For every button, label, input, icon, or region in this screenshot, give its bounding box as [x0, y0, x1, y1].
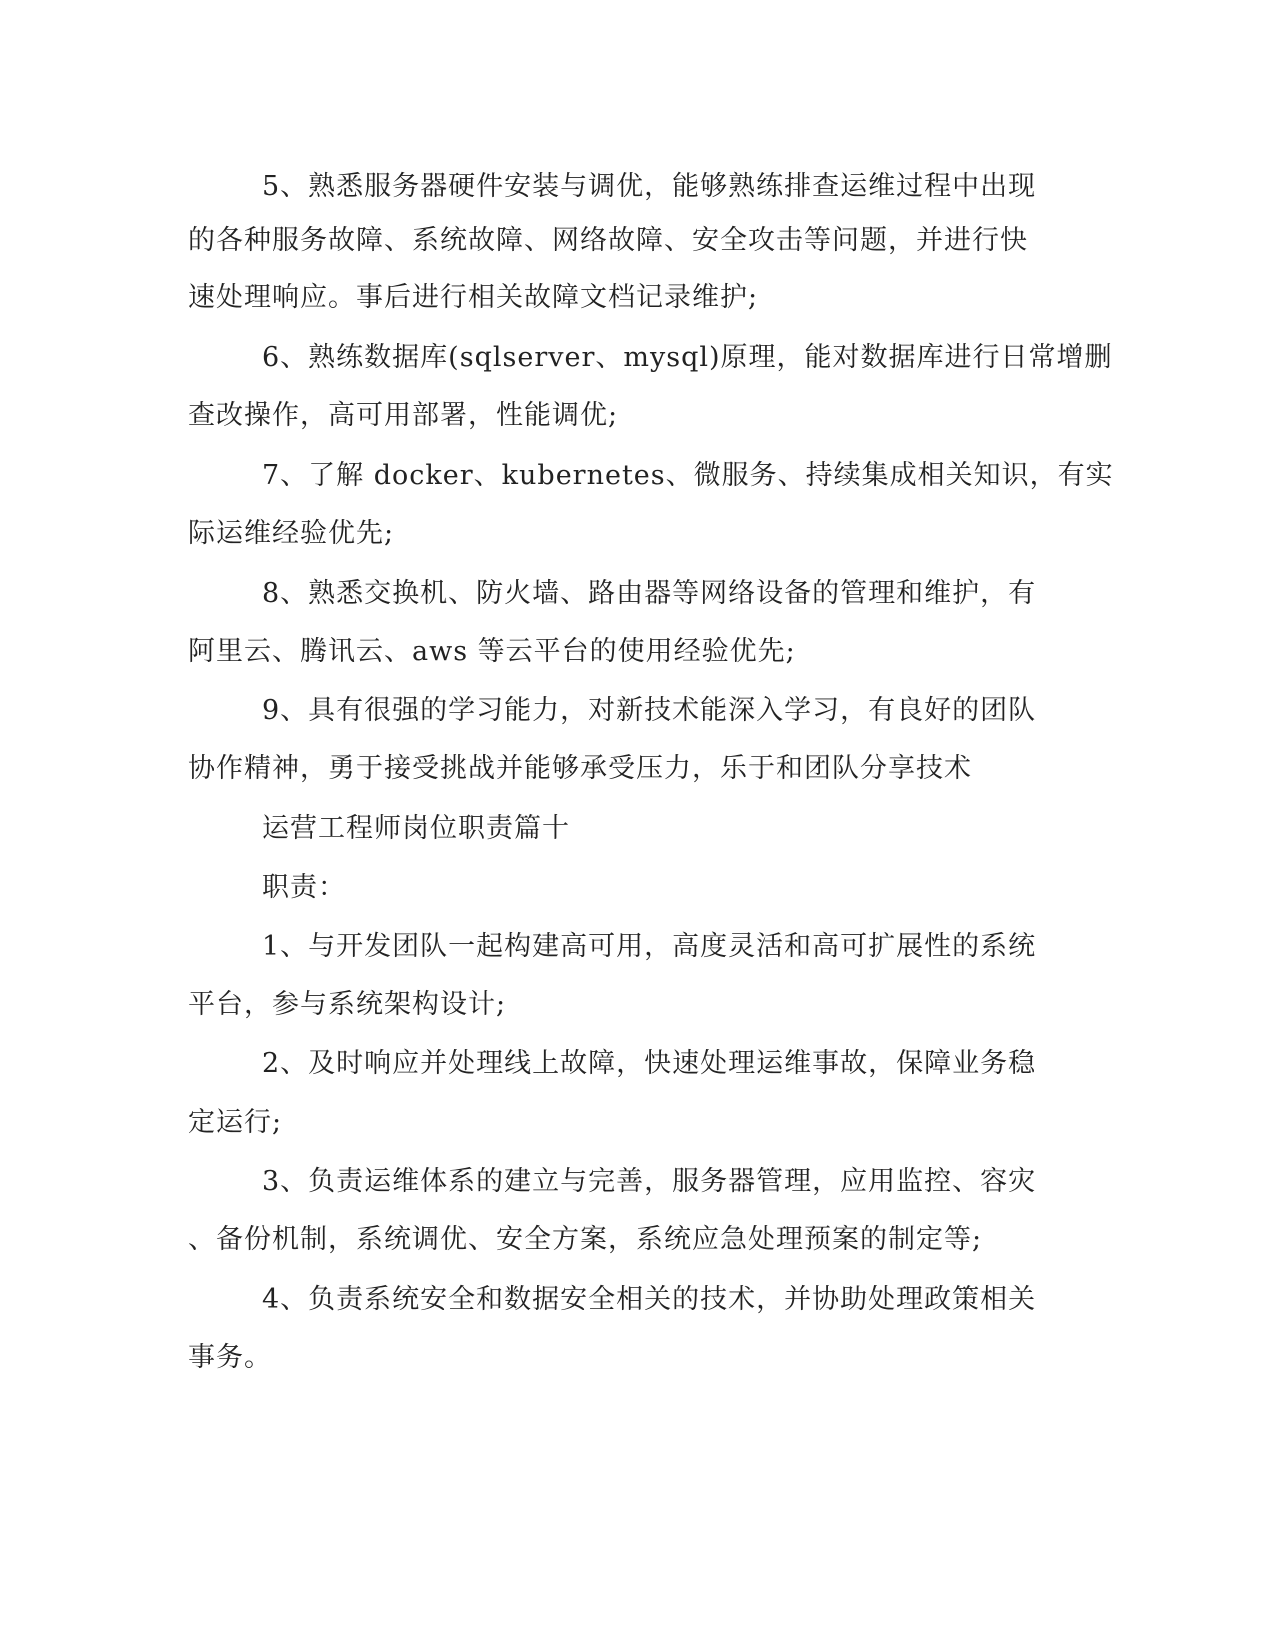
- text-line: 速处理响应。事后进行相关故障文档记录维护;: [188, 282, 759, 313]
- text-line: 1、与开发团队一起构建高可用，高度灵活和高可扩展性的系统: [262, 931, 1037, 962]
- text-line: 的各种服务故障、系统故障、网络故障、安全攻击等问题，并进行快: [188, 225, 1028, 256]
- text-line: 事务。: [188, 1342, 272, 1373]
- text-line: 平台，参与系统架构设计;: [188, 989, 507, 1020]
- text-line: 5、熟悉服务器硬件安装与调优，能够熟练排查运维过程中出现: [262, 171, 1037, 202]
- text-line: 3、负责运维体系的建立与完善，服务器管理，应用监控、容灾: [262, 1166, 1037, 1197]
- text-line: 6、熟练数据库(sqlserver、mysql)原理，能对数据库进行日常增删: [262, 342, 1113, 373]
- text-line: 4、负责系统安全和数据安全相关的技术，并协助处理政策相关: [262, 1284, 1037, 1315]
- text-line: 职责：: [262, 872, 346, 903]
- text-line: 8、熟悉交换机、防火墙、路由器等网络设备的管理和维护，有: [262, 578, 1037, 609]
- text-line: 查改操作，高可用部署，性能调优;: [188, 400, 619, 431]
- text-line: 阿里云、腾讯云、aws 等云平台的使用经验优先;: [188, 636, 796, 667]
- section-heading: 运营工程师岗位职责篇十: [262, 813, 570, 844]
- text-line: 7、了解 docker、kubernetes、微服务、持续集成相关知识，有实: [262, 460, 1114, 491]
- text-line: 9、具有很强的学习能力，对新技术能深入学习，有良好的团队: [262, 695, 1037, 726]
- text-line: 定运行;: [188, 1107, 283, 1138]
- text-line: 际运维经验优先;: [188, 518, 395, 549]
- text-line: 协作精神，勇于接受挑战并能够承受压力，乐于和团队分享技术: [188, 753, 972, 784]
- text-line: 2、及时响应并处理线上故障，快速处理运维事故，保障业务稳: [262, 1048, 1037, 1079]
- text-line: 、备份机制，系统调优、安全方案，系统应急处理预案的制定等;: [188, 1224, 983, 1255]
